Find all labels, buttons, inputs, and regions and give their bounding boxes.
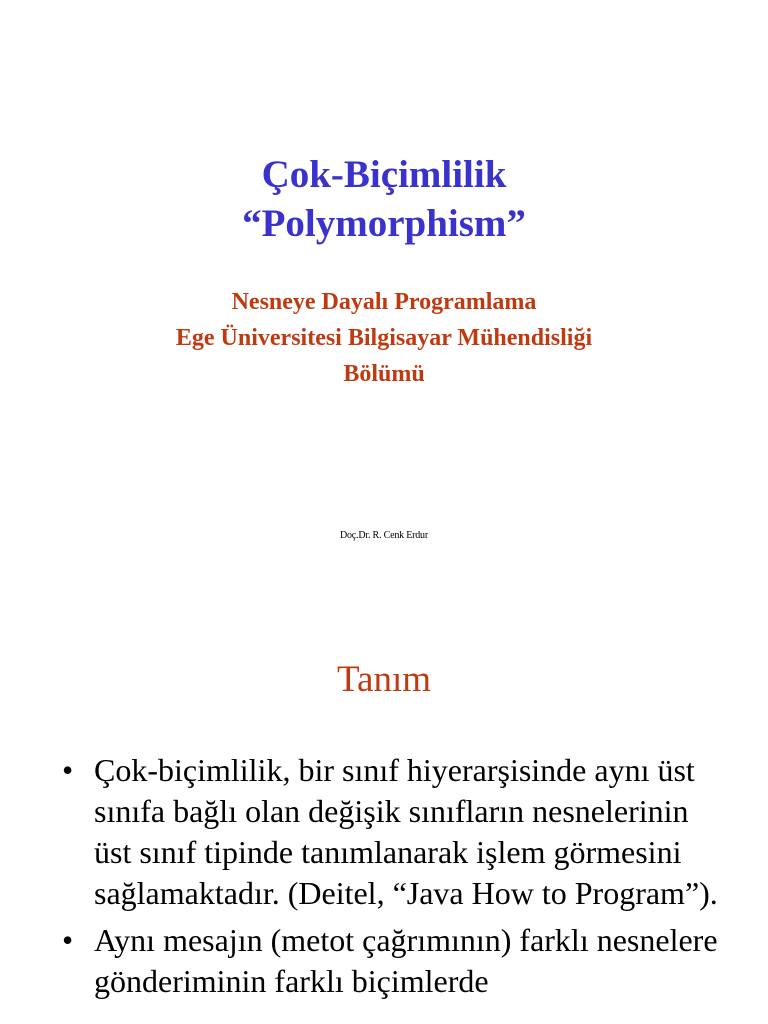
definition-slide <box>0 610 768 1024</box>
bullet-list <box>62 750 722 1008</box>
title-line-2: “Polymorphism” <box>242 202 526 245</box>
subtitle-line-2: Ege Üniversitesi Bilgisayar Mühendisliği <box>175 325 593 351</box>
slide-subtitle <box>0 284 768 392</box>
bullet-icon: • <box>62 752 74 788</box>
bullet-item <box>62 750 722 914</box>
subtitle-line-1: Nesneye Dayalı Programlama <box>231 289 537 315</box>
author-credit: Doç.Dr. R. Cenk Erdur <box>339 530 428 541</box>
bullet-icon: • <box>62 922 74 958</box>
bullet-text: Çok-biçimlilik, bir sınıf hiyerarşisinde aynı üst sınıfa bağlı olan değişik sınıfların nesnelerinin üst sınıf tipinde tanımlanarak işlem görmesini sağlamaktadır. (Deitel, “Java How to Program”). <box>94 752 718 911</box>
slide-heading: Tanım <box>337 659 431 700</box>
bullet-text: Aynı mesajın (metot çağrımının) farklı nesnelere gönderiminin farklı biçimlerde <box>94 922 718 999</box>
subtitle-line-3: Bölümü <box>343 361 425 387</box>
title-line-1: Çok-Biçimlilik <box>261 153 507 196</box>
bullet-item <box>62 920 722 1002</box>
slide-title <box>0 150 768 248</box>
